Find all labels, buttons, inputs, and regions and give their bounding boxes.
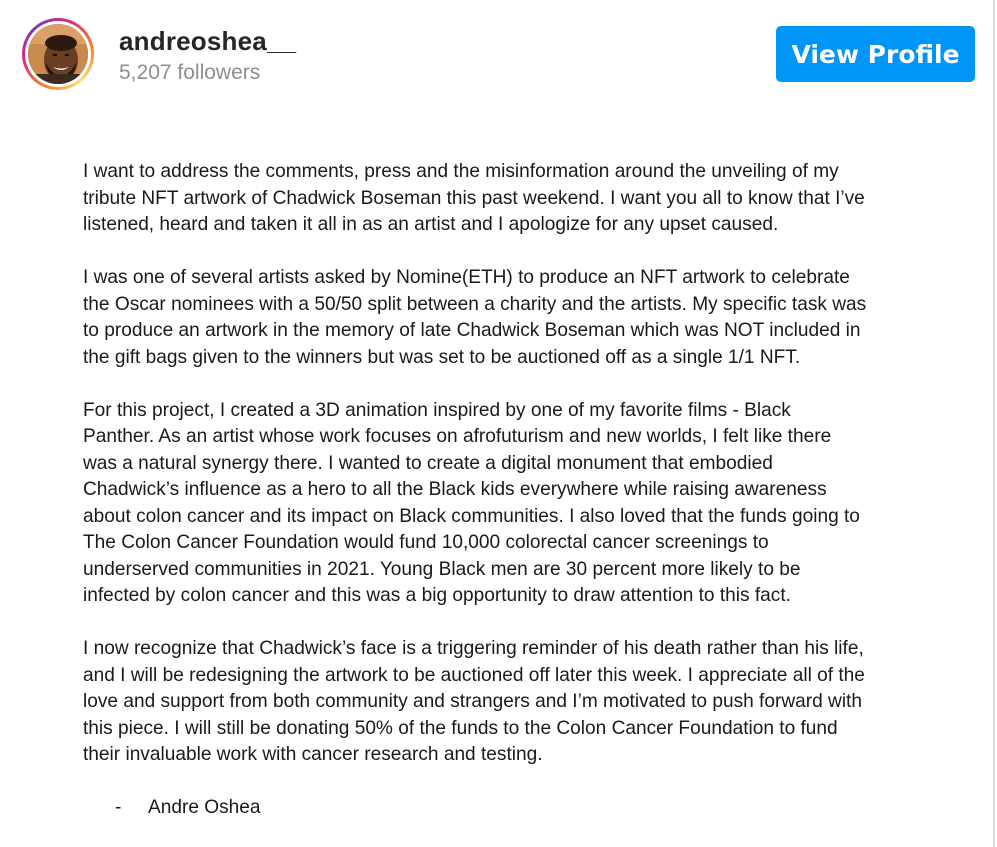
- profile-username[interactable]: andreoshea__: [119, 26, 297, 56]
- letter-line: the gift bags given to the winners but was set to be auctioned off as a single 1/1 NFT.: [83, 346, 801, 368]
- statement-letter: [83, 159, 963, 795]
- letter-line: underserved communities in 2021. Young Black men are 30 percent more likely to be: [83, 558, 801, 580]
- signature-dash: -: [115, 797, 122, 818]
- letter-line: this piece. I will still be donating 50% of the funds to the Colon Cancer Foundation to fund: [83, 717, 838, 739]
- letter-line: Panther. As an artist whose work focuses on afrofuturism and new worlds, I felt like there: [83, 426, 832, 447]
- letter-line: I was one of several artists asked by Nomine(ETH) to produce an NFT artwork to celebrate: [83, 267, 850, 288]
- letter-line: I want to address the comments, press and the misinformation around the unveiling of my: [83, 161, 839, 182]
- letter-signature: [115, 795, 261, 822]
- letter-line: listened, heard and taken it all in as an artist and I apologize for any upset caused.: [83, 214, 779, 235]
- letter-paragraph: [83, 398, 963, 610]
- letter-paragraph: [83, 265, 963, 371]
- follower-count: 5,207 followers: [119, 61, 261, 84]
- letter-paragraph: [83, 159, 963, 239]
- letter-line: and I will be redesigning the artwork to be auctioned off later this week. I appreciate all of the: [83, 664, 865, 686]
- letter-line: infected by colon cancer and this was a big opportunity to draw attention to this fact.: [83, 585, 791, 606]
- letter-line: was a natural synergy there. I wanted to create a digital monument that embodied: [83, 452, 773, 474]
- letter-line: Chadwick’s influence as a hero to all the Black kids everywhere while raising awareness: [83, 479, 827, 500]
- letter-line: to produce an artwork in the memory of late Chadwick Boseman which was NOT included in: [83, 320, 861, 341]
- letter-line: the Oscar nominees with a 50/50 split between a charity and the artists. My specific task was: [83, 293, 867, 315]
- avatar[interactable]: [28, 24, 88, 84]
- letter-line: tribute NFT artwork of Chadwick Boseman this past weekend. I want you all to know that I’ve: [83, 187, 865, 209]
- signature-name: Andre Oshea: [148, 797, 261, 818]
- letter-line: about colon cancer and its impact on Black communities. I also loved that the funds going to: [83, 505, 860, 527]
- letter-line: their invaluable work with cancer research and testing.: [83, 744, 543, 765]
- letter-line: For this project, I created a 3D animation inspired by one of my favorite films - Black: [83, 399, 791, 421]
- profile-header: [0, 0, 995, 110]
- letter-paragraph: [83, 636, 963, 769]
- profile-photo-icon: [28, 24, 88, 84]
- letter-line: love and support from both community and strangers and I’m motivated to push forward with: [83, 691, 862, 712]
- letter-line: I now recognize that Chadwick’s face is a triggering reminder of his death rather than his life,: [83, 638, 864, 659]
- avatar-story-ring[interactable]: [22, 18, 94, 90]
- view-profile-button[interactable]: View Profile: [776, 26, 975, 82]
- letter-line: The Colon Cancer Foundation would fund 10,000 colorectal cancer screenings to: [83, 532, 769, 553]
